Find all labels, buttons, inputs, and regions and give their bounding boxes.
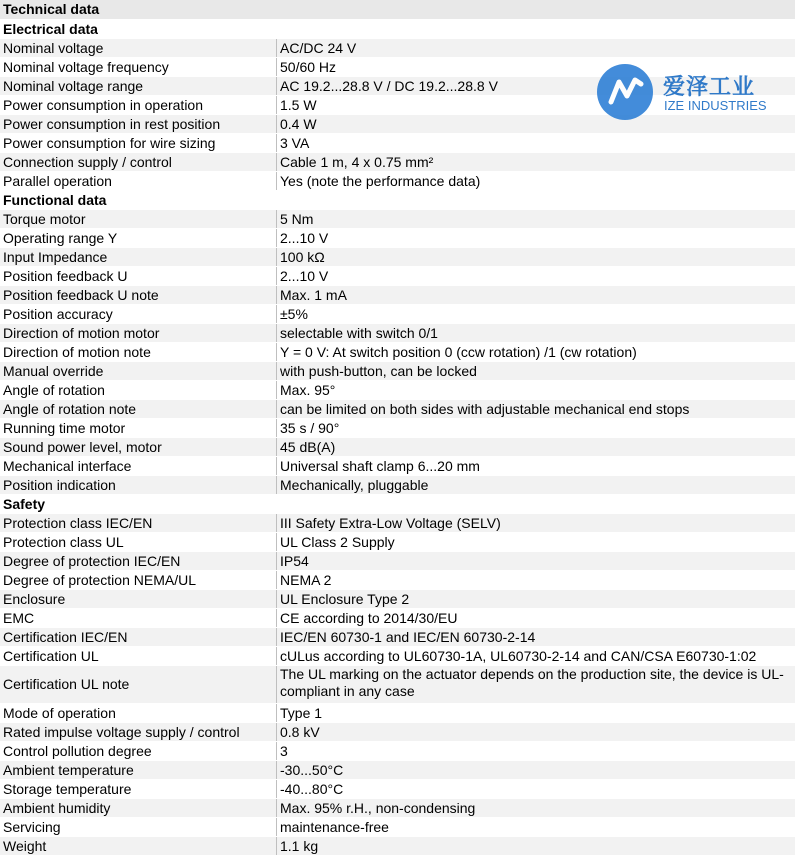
row-label: Angle of rotation note [0, 400, 277, 418]
table-row [0, 267, 795, 286]
row-value: selectable with switch 0/1 [280, 325, 438, 341]
row-value: AC/DC 24 V [280, 40, 357, 56]
table-row [0, 172, 795, 191]
row-value: Mechanically, pluggable [280, 477, 429, 493]
brand-name-cn: 爱泽工业 [663, 75, 756, 100]
table-row [0, 514, 795, 533]
table-title: Technical data [3, 1, 100, 17]
table-row [0, 799, 795, 818]
row-value: AC 19.2...28.8 V / DC 19.2...28.8 V [280, 78, 498, 94]
row-value: Y = 0 V: At switch position 0 (ccw rotation) /1 (cw rotation) [280, 344, 637, 360]
table-row [0, 476, 795, 495]
row-label: Position feedback U [0, 267, 277, 285]
row-value: Yes (note the performance data) [280, 173, 481, 189]
row-value: Type 1 [280, 705, 323, 721]
row-label: Ambient humidity [0, 799, 277, 817]
section-rows [0, 210, 795, 495]
row-value: 3 VA [280, 135, 310, 151]
row-value: Max. 95° [280, 382, 336, 398]
table-row [0, 837, 795, 856]
table-row [0, 590, 795, 609]
table-row [0, 77, 795, 96]
row-value: 50/60 Hz [280, 59, 337, 75]
row-label: Degree of protection IEC/EN [0, 552, 277, 570]
table-row [0, 666, 795, 704]
row-label: Certification UL [0, 647, 277, 665]
table-row [0, 419, 795, 438]
table-row [0, 780, 795, 799]
row-value: -40...80°C [280, 781, 344, 797]
table-row [0, 628, 795, 647]
row-label: Control pollution degree [0, 742, 277, 760]
row-value: cULus according to UL60730-1A, UL60730-2-14 and CAN/CSA E60730-1:02 [280, 648, 757, 664]
table-row [0, 134, 795, 153]
row-value: 2...10 V [280, 230, 329, 246]
row-label: Mode of operation [0, 704, 277, 722]
row-label: Running time motor [0, 419, 277, 437]
table-row [0, 742, 795, 761]
row-label: Servicing [0, 818, 277, 836]
row-value: 35 s / 90° [280, 420, 340, 436]
row-label: Power consumption in rest position [0, 115, 277, 133]
section-rows [0, 514, 795, 856]
table-row [0, 210, 795, 229]
row-label: Enclosure [0, 590, 277, 608]
row-label: Weight [0, 837, 277, 855]
section-header [0, 191, 795, 210]
row-label: Power consumption for wire sizing [0, 134, 277, 152]
row-label: Direction of motion motor [0, 324, 277, 342]
row-label: Position accuracy [0, 305, 277, 323]
table-row [0, 400, 795, 419]
table-sections [0, 20, 795, 856]
table-row [0, 39, 795, 58]
row-value: UL Enclosure Type 2 [280, 591, 410, 607]
row-value: maintenance-free [280, 819, 389, 835]
section-header [0, 495, 795, 514]
row-label: Connection supply / control [0, 153, 277, 171]
row-label: Protection class IEC/EN [0, 514, 277, 532]
table-row [0, 343, 795, 362]
row-value: IEC/EN 60730-1 and IEC/EN 60730-2-14 [280, 629, 536, 645]
row-value: IP54 [280, 553, 309, 569]
row-value: CE according to 2014/30/EU [280, 610, 458, 626]
row-label: Nominal voltage [0, 39, 277, 57]
table-row [0, 324, 795, 343]
brand-name-en: IZE INDUSTRIES [664, 98, 767, 113]
row-value: can be limited on both sides with adjustable mechanical end stops [280, 401, 690, 417]
table-row [0, 96, 795, 115]
row-value: UL Class 2 Supply [280, 534, 395, 550]
row-value: The UL marking on the actuator depends on the production site, the device is UL-compliant in any case [280, 666, 784, 699]
row-label: Mechanical interface [0, 457, 277, 475]
section-title: Safety [3, 496, 46, 512]
table-row [0, 723, 795, 742]
row-label: Manual override [0, 362, 277, 380]
row-label: Direction of motion note [0, 343, 277, 361]
row-value: 0.4 W [280, 116, 317, 132]
row-value: NEMA 2 [280, 572, 332, 588]
table-row [0, 229, 795, 248]
section-header [0, 20, 795, 39]
table-row [0, 286, 795, 305]
row-label: EMC [0, 609, 277, 627]
row-label: Nominal voltage range [0, 77, 277, 95]
row-label: Certification UL note [0, 666, 277, 703]
table-row [0, 438, 795, 457]
row-value: 0.8 kV [280, 724, 320, 740]
table-row [0, 571, 795, 590]
section-title: Functional data [3, 192, 107, 208]
table-row [0, 761, 795, 780]
row-value: 3 [280, 743, 288, 759]
row-value: Universal shaft clamp 6...20 mm [280, 458, 480, 474]
table-row [0, 647, 795, 666]
row-label: Parallel operation [0, 172, 277, 190]
table-title-row [0, 0, 795, 20]
row-label: Storage temperature [0, 780, 277, 798]
row-label: Operating range Y [0, 229, 277, 247]
row-value: 45 dB(A) [280, 439, 336, 455]
table-row [0, 533, 795, 552]
row-label: Sound power level, motor [0, 438, 277, 456]
row-value: Max. 1 mA [280, 287, 347, 303]
table-row [0, 305, 795, 324]
row-label: Power consumption in operation [0, 96, 277, 114]
row-value: Cable 1 m, 4 x 0.75 mm² [280, 154, 434, 170]
row-label: Input Impedance [0, 248, 277, 266]
row-label: Position feedback U note [0, 286, 277, 304]
row-label: Position indication [0, 476, 277, 494]
row-label: Degree of protection NEMA/UL [0, 571, 277, 589]
row-label: Nominal voltage frequency [0, 58, 277, 76]
table-row [0, 362, 795, 381]
row-value: 100 kΩ [280, 249, 325, 265]
row-value: III Safety Extra-Low Voltage (SELV) [280, 515, 501, 531]
table-row [0, 704, 795, 723]
table-row [0, 457, 795, 476]
table-row [0, 153, 795, 172]
section-rows [0, 39, 795, 191]
table-row [0, 818, 795, 837]
row-value: Max. 95% r.H., non-condensing [280, 800, 476, 816]
row-label: Ambient temperature [0, 761, 277, 779]
row-label: Certification IEC/EN [0, 628, 277, 646]
row-value: 1.1 kg [280, 838, 319, 854]
row-value: 1.5 W [280, 97, 317, 113]
row-value: with push-button, can be locked [280, 363, 477, 379]
row-label: Angle of rotation [0, 381, 277, 399]
table-row [0, 115, 795, 134]
row-label: Torque motor [0, 210, 277, 228]
table-row [0, 58, 795, 77]
row-value: 2...10 V [280, 268, 329, 284]
section-title: Electrical data [3, 21, 98, 37]
row-value: 5 Nm [280, 211, 314, 227]
row-label: Rated impulse voltage supply / control [0, 723, 277, 741]
table-row [0, 248, 795, 267]
table-row [0, 609, 795, 628]
row-value: -30...50°C [280, 762, 344, 778]
table-row [0, 552, 795, 571]
table-row [0, 381, 795, 400]
row-value: ±5% [280, 306, 308, 322]
row-label: Protection class UL [0, 533, 277, 551]
